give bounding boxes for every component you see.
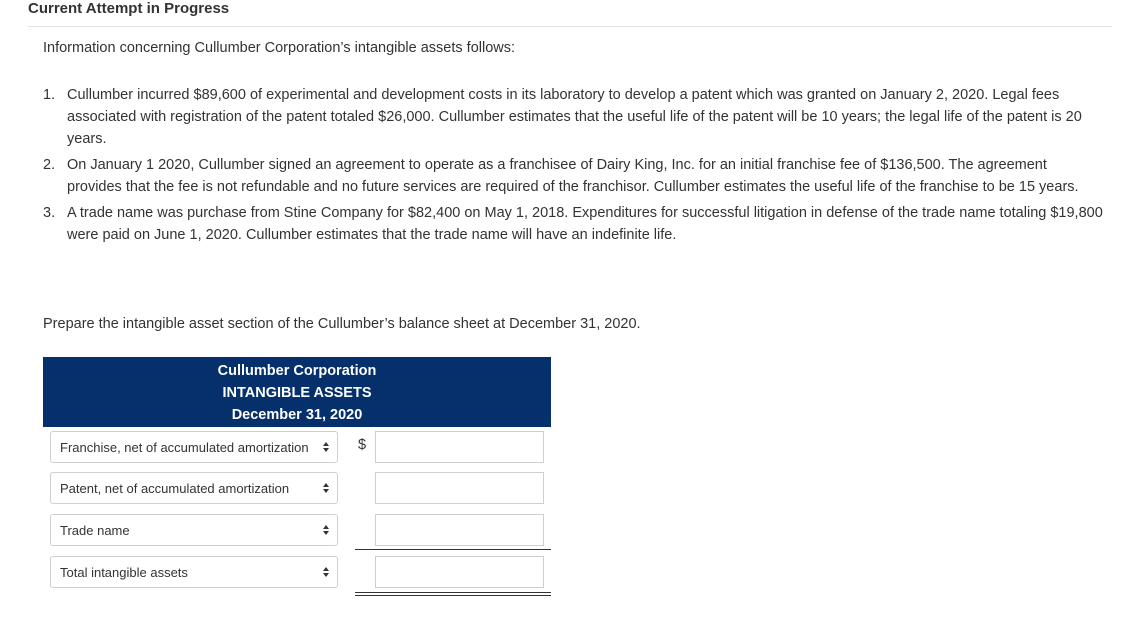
problem-item-list (43, 84, 1103, 250)
problem-item (43, 84, 1103, 150)
account-select[interactable] (50, 472, 338, 504)
select-arrows-icon (322, 522, 330, 538)
account-select-value: Franchise, net of accumulated amortization (60, 440, 309, 455)
attempt-title: Current Attempt in Progress (28, 0, 230, 17)
statement-row-franchise (43, 431, 551, 471)
account-select-value: Trade name (60, 523, 130, 538)
account-select-value: Patent, net of accumulated amortization (60, 481, 290, 496)
statement-company: Cullumber Corporation (217, 363, 377, 379)
statement-date: December 31, 2020 (231, 407, 363, 423)
amount-input[interactable] (375, 472, 544, 504)
problem-item-number: 1. (43, 87, 56, 103)
account-select-value: Total intangible assets (60, 565, 188, 580)
problem-item-number: 2. (43, 157, 56, 173)
problem-item-text: A trade name was purchase from Stine Company for $82,400 on May 1, 2018. Expenditures for successful litigation in defense of the trade name totaling $19,800 were paid on June 1, 2020. Cullumber estimates that the trade name will have an indefinite life. (67, 205, 1103, 243)
account-select[interactable] (50, 556, 338, 588)
total-double-rule-top (355, 592, 551, 593)
problem-intro: Information concerning Cullumber Corporation’s intangible assets follows: (43, 40, 516, 56)
problem-item-text: Cullumber incurred $89,600 of experimental and development costs in its laboratory to develop a patent which was granted on January 2, 2020. Legal fees associated with registration of the patent totaled $26,000. Cullumber estimates that the useful life of the patent will be 10 years; the legal life of the patent is 20 years. (67, 87, 1082, 147)
select-arrows-icon (322, 439, 330, 455)
subtotal-rule (355, 549, 551, 550)
statement-row-trade-name (43, 514, 551, 554)
statement-row-patent (43, 472, 551, 512)
statement-section: INTANGIBLE ASSETS (222, 385, 372, 401)
statement-header (43, 357, 551, 427)
currency-symbol: $ (358, 437, 367, 453)
problem-item-number: 3. (43, 205, 56, 221)
problem-item (43, 202, 1103, 246)
amount-input[interactable] (375, 514, 544, 546)
amount-input[interactable] (375, 431, 544, 463)
total-double-rule-bottom (355, 595, 551, 596)
account-select[interactable] (50, 431, 338, 463)
problem-instruction: Prepare the intangible asset section of the Cullumber’s balance sheet at December 31, 2020. (43, 316, 641, 332)
select-arrows-icon (322, 480, 330, 496)
header-divider (28, 26, 1112, 27)
amount-input[interactable] (375, 556, 544, 588)
statement-row-total (43, 556, 551, 596)
select-arrows-icon (322, 564, 330, 580)
account-select[interactable] (50, 514, 338, 546)
problem-item (43, 154, 1103, 198)
problem-item-text: On January 1 2020, Cullumber signed an agreement to operate as a franchisee of Dairy King, Inc. for an initial franchise fee of $136,500. The agreement provides that the fee is not refundable and no future services are required of the franchisor. Cullumber estimates the useful life of the franchise to be 15 years. (67, 157, 1079, 195)
